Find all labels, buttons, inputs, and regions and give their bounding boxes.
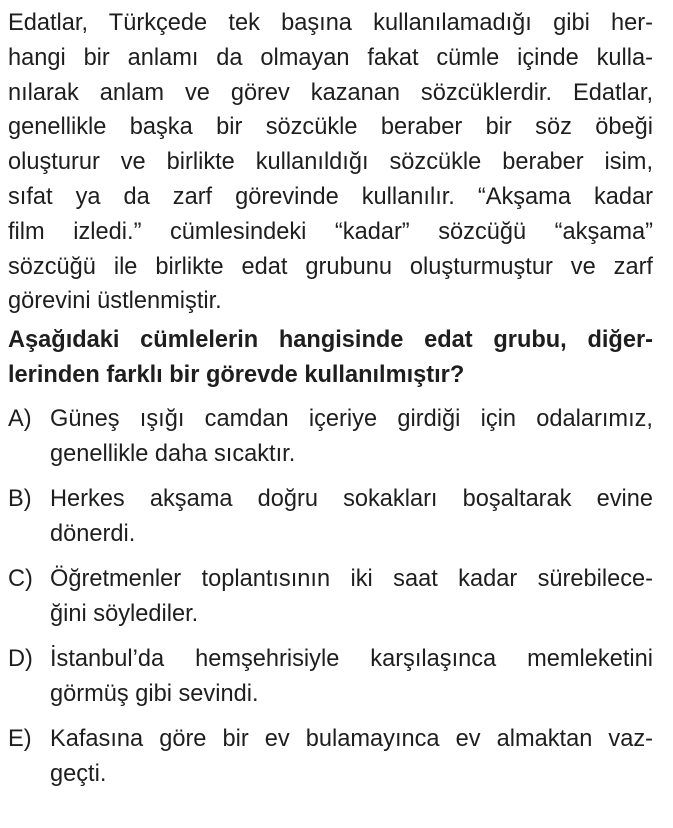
option-text	[50, 642, 653, 712]
passage-line: Edatlar, Türkçede tek başına kullanılamadığı gibi her-	[8, 10, 653, 36]
question-page	[8, 6, 653, 802]
option-c[interactable]	[8, 562, 653, 632]
option-line: Herkes akşama doğru sokakları boşaltarak evine	[50, 485, 653, 512]
option-a[interactable]	[8, 402, 653, 472]
passage-line: nılarak anlam ve görev kazanan sözcüklerdir. Edatlar,	[8, 79, 653, 106]
passage-line: oluşturur ve birlikte kullanıldığı sözcükle beraber isim,	[8, 149, 653, 176]
option-letter: C)	[8, 565, 33, 592]
option-line: İstanbul’da hemşehrisiyle karşılaşınca memleketini	[50, 646, 653, 673]
option-text	[50, 402, 653, 472]
passage-line: hangi bir anlamı da olmayan fakat cümle içinde kulla-	[8, 44, 653, 71]
option-b[interactable]	[8, 482, 653, 552]
option-letter: A)	[8, 405, 32, 432]
option-line: genellikle daha sıcaktır.	[50, 440, 296, 467]
option-text	[50, 562, 653, 632]
question-line: lerinden farklı bir görevde kullanılmıştır?	[8, 361, 465, 388]
passage-line: film izledi.” cümlesindeki “kadar” sözcüğü “akşama”	[8, 218, 653, 245]
passage-line: sözcüğü ile birlikte edat grubunu oluşturmuştur ve zarf	[8, 253, 653, 280]
passage-text	[8, 6, 653, 319]
option-letter: D)	[8, 646, 33, 673]
option-letter: E)	[8, 726, 32, 753]
option-line: Kafasına göre bir ev bulamayınca ev almaktan vaz-	[50, 726, 653, 753]
option-e[interactable]	[8, 722, 653, 792]
option-letter: B)	[8, 485, 32, 512]
option-text	[50, 482, 653, 552]
option-line: dönerdi.	[50, 520, 136, 547]
option-line: Öğretmenler toplantısının iki saat kadar sürebilece-	[50, 565, 653, 592]
question-stem	[8, 323, 653, 393]
option-line: görmüş gibi sevindi.	[50, 680, 259, 707]
passage-line: görevini üstlenmiştir.	[8, 288, 222, 315]
option-d[interactable]	[8, 642, 653, 712]
passage-line: genellikle başka bir sözcükle beraber bir söz öbeği	[8, 114, 653, 141]
option-line: Güneş ışığı camdan içeriye girdiği için odalarımız,	[50, 405, 653, 432]
option-line: geçti.	[50, 760, 107, 787]
option-line: ğini söylediler.	[50, 600, 199, 627]
option-text	[50, 722, 653, 792]
answer-options	[8, 402, 653, 792]
passage-line: sıfat ya da zarf görevinde kullanılır. “Akşama kadar	[8, 183, 653, 210]
question-line: Aşağıdaki cümlelerin hangisinde edat grubu, diğer-	[8, 327, 653, 354]
